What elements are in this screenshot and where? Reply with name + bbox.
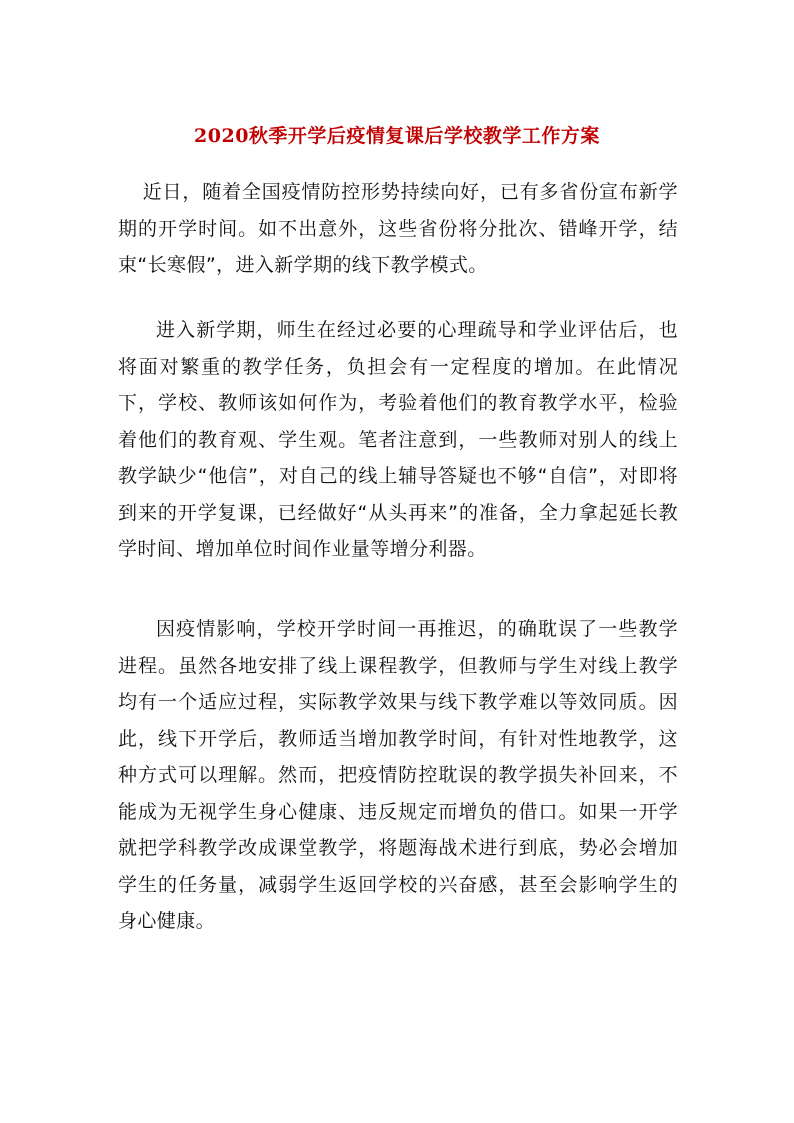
document-title: 2020秋季开学后疫情复课后学校教学工作方案 xyxy=(194,125,600,147)
paragraph-1: 近日，随着全国疫情防控形势持续向好，已有多省份宣布新学期的开学时间。如不出意外，这些省份将分批次、错峰开学，结束“长寒假”，进入新学期的线下教学模式。 xyxy=(118,181,678,276)
paragraph-2: 进入新学期，师生在经过必要的心理疏导和学业评估后，也将面对繁重的教学任务，负担会有一定程度的增加。在此情况下，学校、教师该如何作为，考验着他们的教育教学水平，检验着他们的教育观、学生观。笔者注意到，一些教师对别人的线上教学缺少“他信”，对自己的线上辅导答疑也不够“自信”，对即将到来的开学复课，已经做好“从头再来”的准备，全力拿起延长教学时间、增加单位时间作业量等增分利器。 xyxy=(118,319,678,560)
paragraph-3: 因疫情影响，学校开学时间一再推迟，的确耽误了一些教学进程。虽然各地安排了线上课程教学，但教师与学生对线上教学均有一个适应过程，实际教学效果与线下教学难以等效同质。因此，线下开学后，教师适当增加教学时间，有针对性地教学，这种方式可以理解。然而，把疫情防控耽误的教学损失补回来，不能成为无视学生身心健康、违反规定而增负的借口。如果一开学就把学科教学改成课堂教学，将题海战术进行到底，势必会增加学生的任务量，减弱学生返回学校的兴奋感，甚至会影响学生的身心健康。 xyxy=(118,618,678,932)
